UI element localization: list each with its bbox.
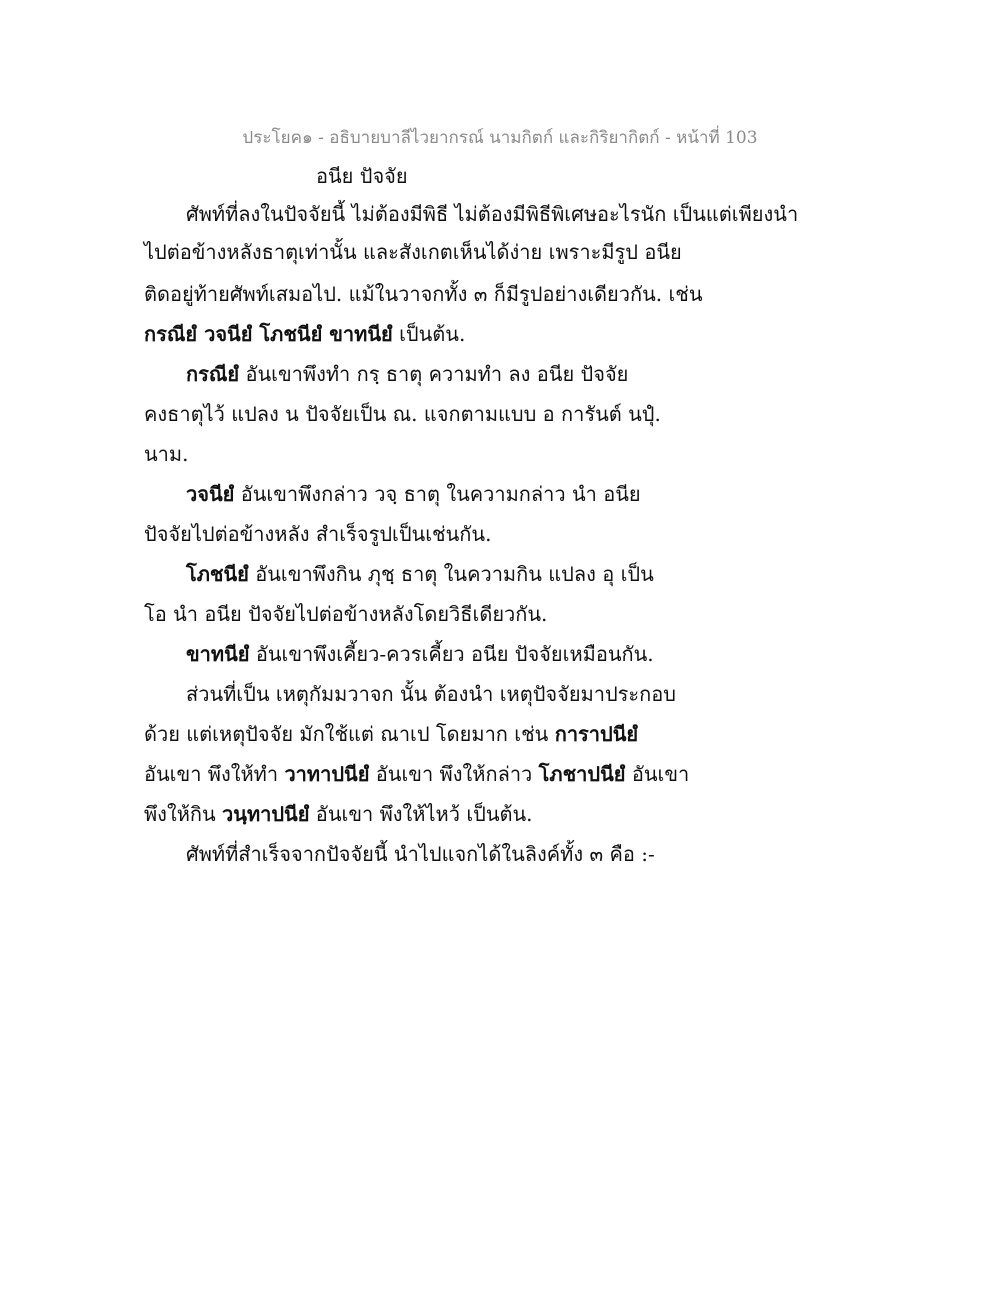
bold-term: วาทาปนียํ	[284, 762, 370, 786]
paragraph-line	[144, 324, 465, 344]
line-text: ด้วย แต่เหตุปัจจัย มักใช้แต่ ณาเป โดยมาก เช่น	[144, 722, 555, 746]
paragraph-line	[186, 364, 628, 384]
paragraph-line: ศัพท์ที่สำเร็จจากปัจจัยนี้ นำไปแจกได้ในลิงค์ทั้ง ๓ คือ :-	[186, 842, 655, 866]
bold-term: การาปนียํ	[554, 722, 639, 746]
paragraph-line: ศัพท์ที่ลงในปัจจัยนี้ ไม่ต้องมีพิธี ไม่ต้องมีพิธีพิเศษอะไรนัก เป็นแต่เพียงนำ	[186, 202, 799, 226]
paragraph-line	[186, 564, 654, 584]
paragraph-line: ปัจจัยไปต่อข้างหลัง สำเร็จรูปเป็นเช่นกัน.	[144, 522, 492, 546]
bold-term: กรณียํ วจนียํ โภชนียํ ขาทนียํ	[144, 322, 393, 346]
bold-term: วจนียํ	[186, 482, 235, 506]
line-text: อันเขาพึงกล่าว วจฺ ธาตุ ในความกล่าว นำ อนีย	[234, 482, 641, 506]
paragraph-line	[144, 764, 689, 784]
bold-term: กรณียํ	[186, 362, 240, 386]
line-text: อันเขาพึงกิน ภุชฺ ธาตุ ในความกิน แปลง อุ เป็น	[248, 562, 654, 586]
line-text: อันเขา พึงให้กล่าว	[369, 762, 539, 786]
paragraph-line: โอ นำ อนีย ปัจจัยไปต่อข้างหลังโดยวิธีเดียวกัน.	[144, 602, 548, 626]
bold-term: ขาทนียํ	[186, 642, 250, 666]
page-header: ประโยค๑ - อธิบายบาลีไวยากรณ์ นามกิตก์ และกิริยากิตก์ - หน้าที่ 103	[242, 128, 758, 148]
paragraph-line: คงธาตุไว้ แปลง น ปัจจัยเป็น ณ. แจกตามแบบ อ การันต์ นปุํ.	[144, 402, 661, 426]
line-text: เป็นต้น.	[392, 322, 466, 346]
bold-term: โภชาปนียํ	[538, 762, 626, 786]
paragraph-line	[186, 484, 641, 504]
paragraph-line: ส่วนที่เป็น เหตุกัมมวาจก นั้น ต้องนำ เหตุปัจจัยมาประกอบ	[186, 682, 676, 706]
line-text: อันเขา	[625, 762, 690, 786]
paragraph-line	[144, 804, 533, 824]
paragraph-line	[144, 724, 638, 744]
paragraph-line	[186, 644, 654, 664]
line-text: อันเขา พึงให้ทำ	[144, 762, 285, 786]
paragraph-line: ไปต่อข้างหลังธาตุเท่านั้น และสังเกตเห็นได้ง่าย เพราะมีรูป อนีย	[144, 240, 682, 264]
section-title: อนีย ปัจจัย	[316, 164, 408, 188]
bold-term: วนฺทาปนียํ	[222, 802, 310, 826]
line-text: อันเขาพึงทำ กรฺ ธาตุ ความทำ ลง อนีย ปัจจัย	[239, 362, 629, 386]
paragraph-line: นาม.	[144, 442, 189, 466]
line-text: อันเขา พึงให้ไหว้ เป็นต้น.	[309, 802, 533, 826]
bold-term: โภชนียํ	[186, 562, 249, 586]
line-text: อันเขาพึงเคี้ยว-ควรเคี้ยว อนีย ปัจจัยเหมือนกัน.	[249, 642, 654, 666]
paragraph-line: ติดอยู่ท้ายศัพท์เสมอไป. แม้ในวาจกทั้ง ๓ ก็มีรูปอย่างเดียวกัน. เช่น	[144, 282, 703, 306]
line-text: พึงให้กิน	[144, 802, 223, 826]
